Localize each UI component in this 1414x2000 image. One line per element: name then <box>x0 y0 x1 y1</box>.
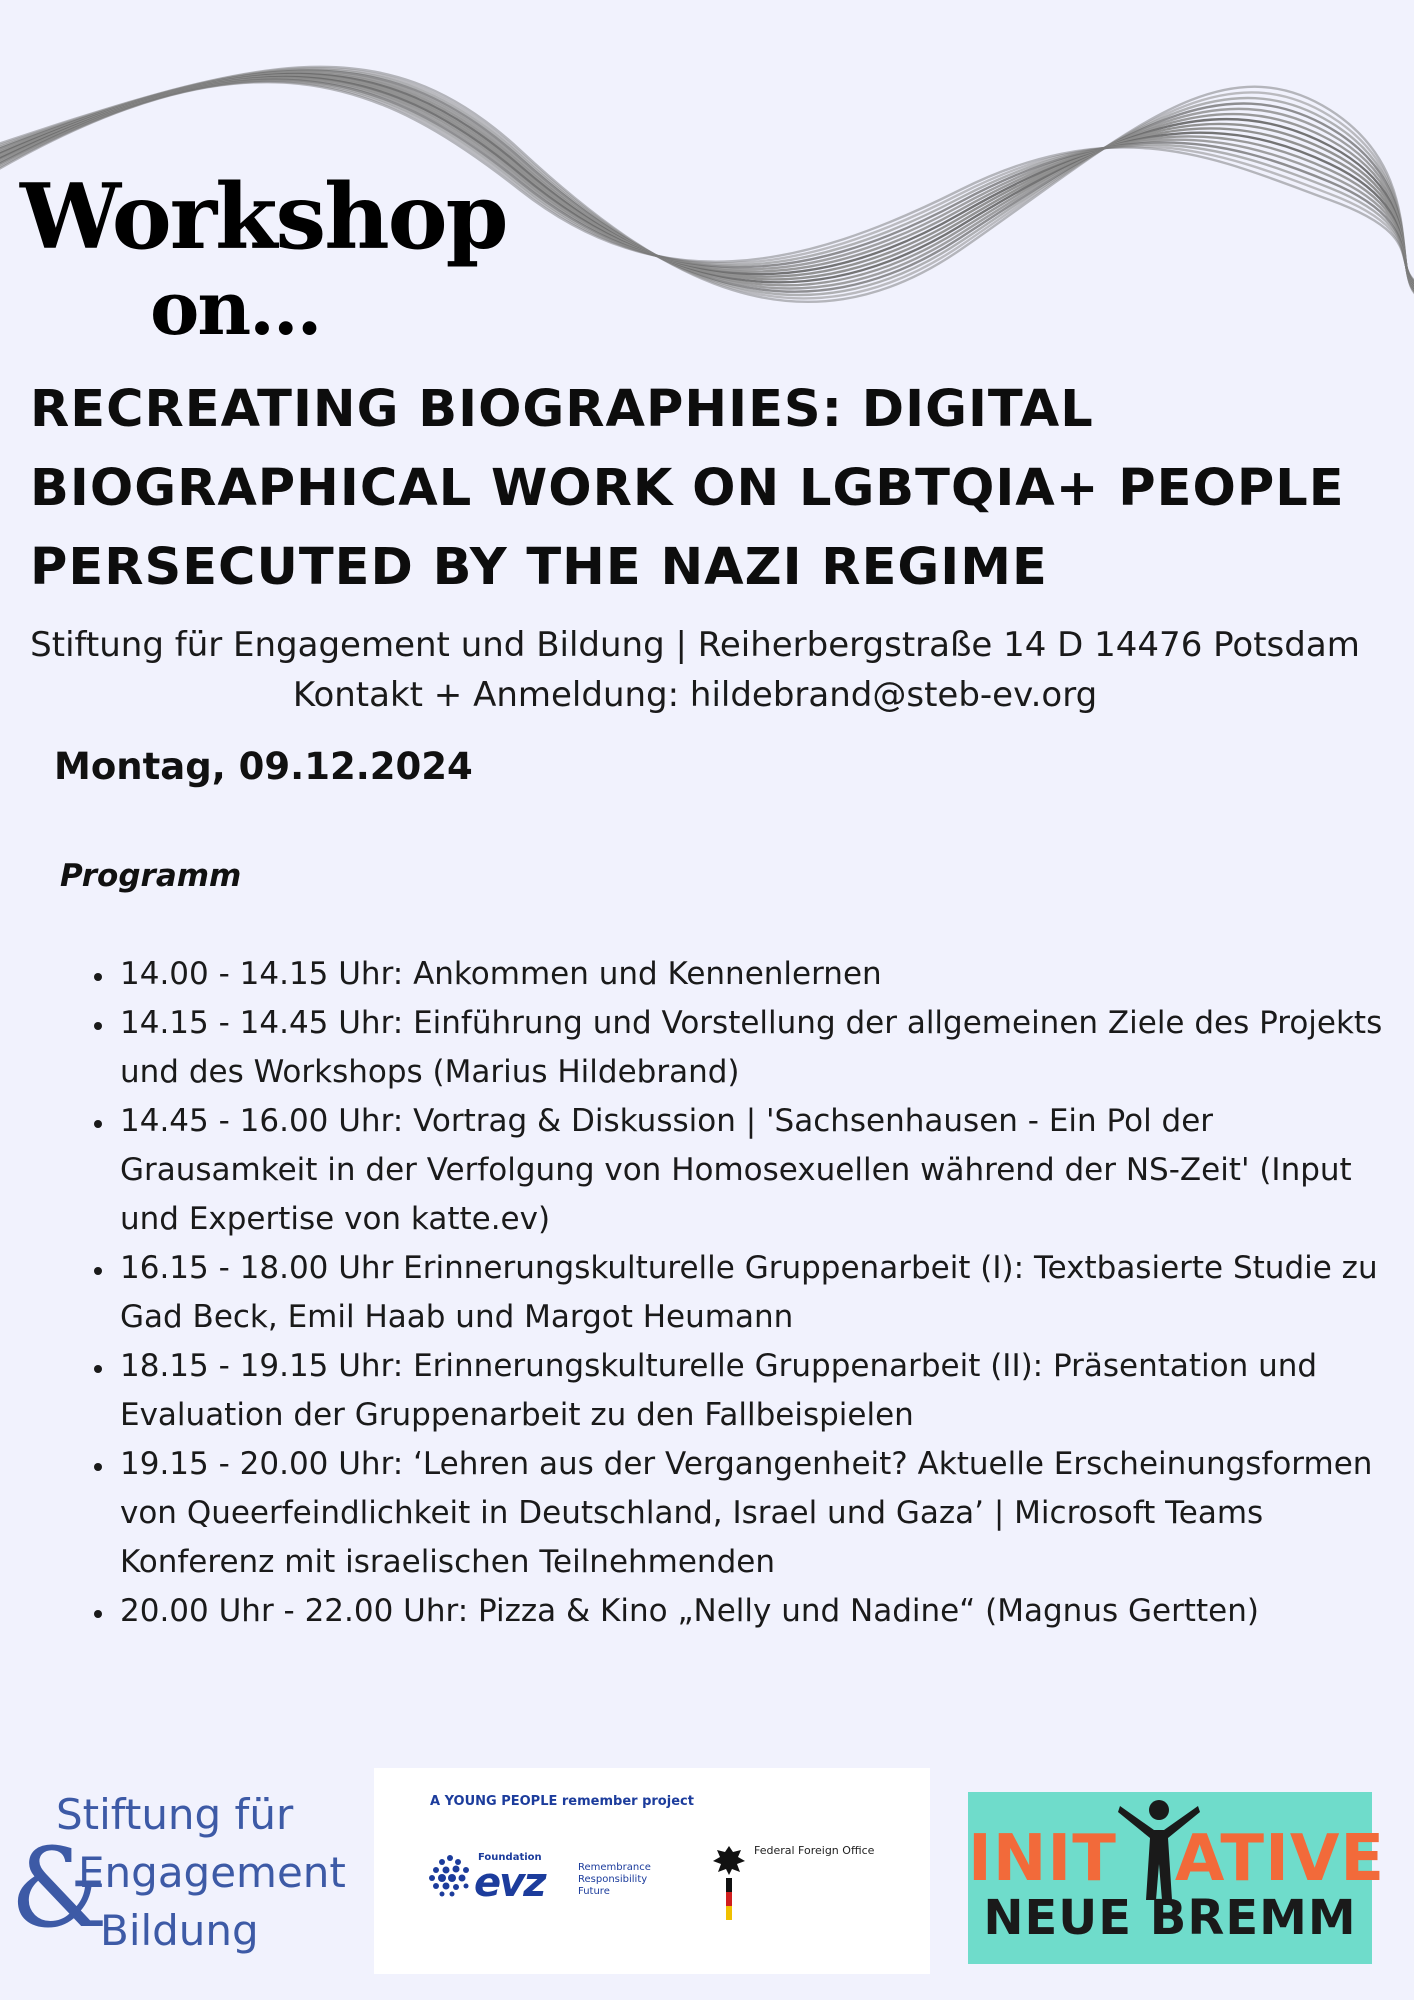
venue-info <box>0 620 1390 720</box>
evz-logo-box <box>374 1768 930 1974</box>
agenda-item: • 14.45 - 16.00 Uhr: Vortrag & Diskussion | 'Sachsenhausen - Ein Pol der Grausamkeit in der Verfolgung von Homosexuellen während der NS-Zeit' (Input und Expertise von katte.ev) <box>116 1097 1386 1244</box>
evz-sub-future: Future <box>578 1886 610 1897</box>
workshop-title: RECREATING BIOGRAPHIES: DIGITAL BIOGRAPHICAL WORK ON LGBTQIA+ PEOPLE PERSECUTED BY THE NAZI REGIME <box>30 380 1345 597</box>
evz-foundation-label: Foundation <box>478 1852 542 1863</box>
heading-on: on... <box>150 266 321 352</box>
steb-ampersand-icon: & <box>10 1824 108 1952</box>
steb-logo-line2: Engagement <box>78 1848 346 1897</box>
agenda-item: • 16.15 - 18.00 Uhr Erinnerungskulturelle Gruppenarbeit (I): Textbasierte Studie zu Gad Beck, Emil Haab und Margot Heumann <box>116 1244 1386 1342</box>
agenda-item: • 14.15 - 14.45 Uhr: Einführung und Vorstellung der allgemeinen Ziele des Projekts und des Workshops (Marius Hildebrand) <box>116 999 1386 1097</box>
steb-logo-line1: Stiftung für <box>56 1790 294 1839</box>
heading-workshop: Workshop <box>20 164 507 270</box>
evz-tagline: A YOUNG PEOPLE remember project <box>430 1794 694 1809</box>
agenda-list <box>80 950 1386 1636</box>
programm-label: Programm <box>60 858 242 894</box>
steb-logo-line3: Bildung <box>100 1906 259 1955</box>
agenda-item: • 20.00 Uhr - 22.00 Uhr: Pizza & Kino „Nelly und Nadine“ (Magnus Gertten) <box>116 1587 1386 1636</box>
venue-address: Stiftung für Engagement und Bildung | Reiherbergstraße 14 D 14476 Potsdam <box>30 625 1360 665</box>
venue-contact: Kontakt + Anmeldung: hildebrand@steb-ev.org <box>292 675 1098 715</box>
evz-sub-remembrance: Remembrance <box>578 1862 651 1873</box>
evz-dots-icon <box>428 1854 472 1898</box>
agenda-item: • 18.15 - 19.15 Uhr: Erinnerungskulturelle Gruppenarbeit (II): Präsentation und Evaluation der Gruppenarbeit zu den Fallbeispielen <box>116 1342 1386 1440</box>
neue-bremm-bottom: NEUE BREMM <box>983 1890 1357 1946</box>
neue-bremm-top-left: INIT <box>968 1822 1117 1896</box>
federal-eagle-icon <box>710 1842 748 1922</box>
evz-wordmark: evz <box>474 1860 545 1906</box>
federal-foreign-office-label: Federal Foreign Office <box>754 1844 875 1857</box>
neue-bremm-logo <box>968 1792 1386 1964</box>
agenda-item: • 14.00 - 14.15 Uhr: Ankommen und Kennenlernen <box>116 950 1386 999</box>
evz-subtitle <box>578 1862 651 1898</box>
event-date: Montag, 09.12.2024 <box>54 745 473 788</box>
steb-logo <box>10 1790 350 1970</box>
agenda-item: • 19.15 - 20.00 Uhr: ‘Lehren aus der Vergangenheit? Aktuelle Erscheinungsformen von Queerfeindlichkeit in Deutschland, Israel und Gaza’ | Microsoft Teams Konferenz mit israelischen Teilnehmenden <box>116 1440 1386 1587</box>
neue-bremm-top-right: ATIVE <box>1174 1822 1386 1896</box>
evz-sub-responsibility: Responsibility <box>578 1874 648 1885</box>
